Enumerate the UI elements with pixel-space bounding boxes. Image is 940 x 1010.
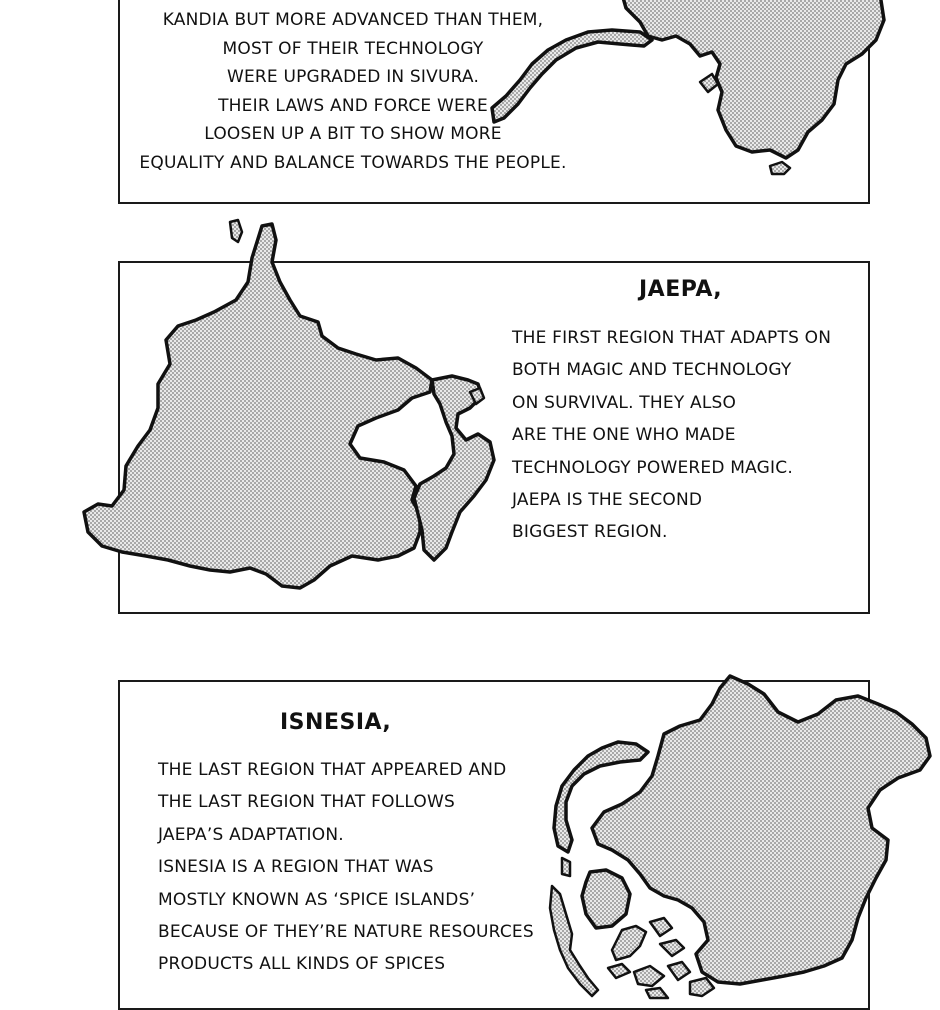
text-line: WERE UPGRADED IN SIVURA. [226, 67, 480, 87]
text-line: MOST OF THEIR TECHNOLOGY [222, 38, 484, 59]
isnesia-description [158, 754, 534, 981]
text-line: ARE THE ONE WHO MADE [512, 425, 736, 446]
sivura-description [138, 6, 568, 177]
text-line: KANDIA BUT MORE ADVANCED THAN THEM, [162, 10, 544, 30]
text-line: BECAUSE OF THEY’RE NATURE RESOURCES [158, 922, 534, 943]
jaepa-title: JAEPA, [639, 277, 723, 302]
text-line: TECHNOLOGY POWERED MAGIC. [512, 457, 793, 478]
jaepa-description [512, 322, 831, 549]
text-line: ISNESIA IS A REGION THAT WAS [158, 857, 434, 878]
text-line: JAEPA IS THE SECOND [512, 490, 703, 511]
text-line: BOTH MAGIC AND TECHNOLOGY [512, 360, 792, 381]
text-line: MOSTLY KNOWN AS ‘SPICE ISLANDS’ [158, 889, 476, 910]
text-line: THE LAST REGION THAT FOLLOWS [158, 792, 455, 813]
text-line: THEIR LAWS AND FORCE WERE [218, 95, 488, 116]
text-line: EQUALITY AND BALANCE TOWARDS THE PEOPLE. [139, 152, 567, 173]
text-line: BIGGEST REGION. [512, 522, 668, 543]
text-line: ON SURVIVAL. THEY ALSO [512, 392, 737, 413]
isnesia-title: ISNESIA, [280, 710, 392, 735]
text-line: LOOSEN UP A BIT TO SHOW MORE [204, 124, 502, 144]
text-line: PRODUCTS ALL KINDS OF SPICES [158, 954, 446, 975]
text-line: JAEPA’S ADAPTATION. [158, 824, 344, 845]
text-line: THE LAST REGION THAT APPEARED AND [158, 760, 507, 780]
text-line: THE FIRST REGION THAT ADAPTS ON [512, 328, 832, 348]
